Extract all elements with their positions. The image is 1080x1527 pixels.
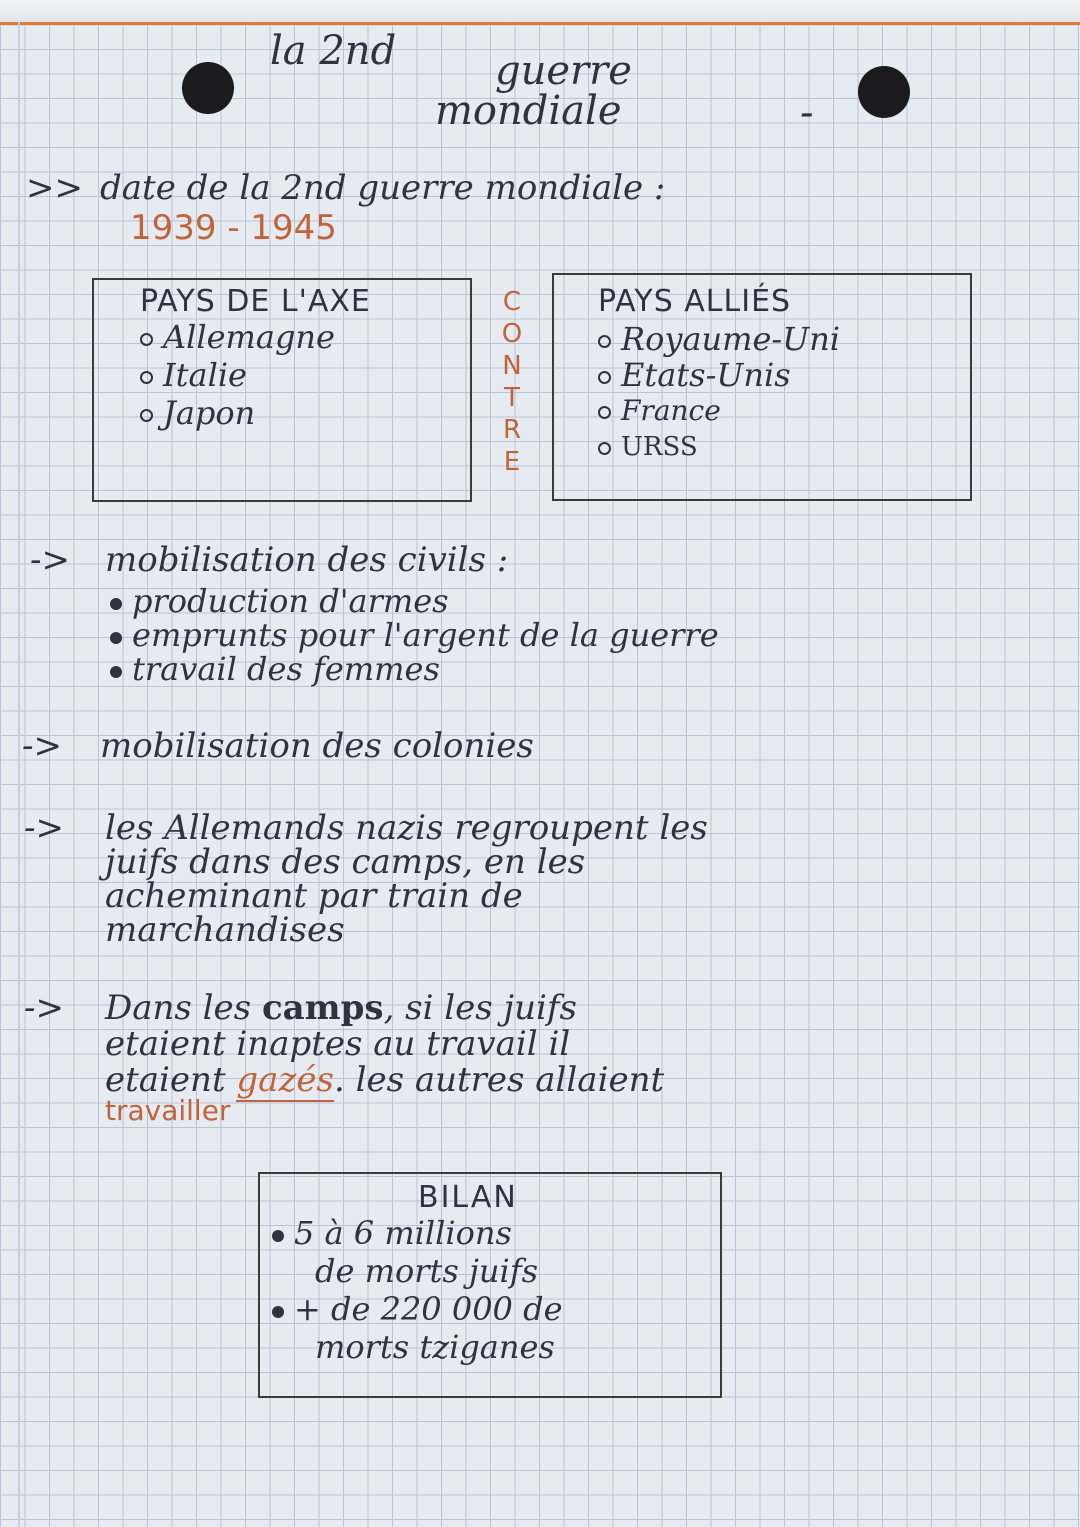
- punch-hole-right: [858, 66, 910, 118]
- title-dash: -: [800, 90, 814, 136]
- bilan-item-cont: morts tziganes: [315, 1328, 555, 1366]
- colonies-text: mobilisation des colonies: [100, 726, 534, 766]
- margin-line: [18, 22, 20, 1527]
- allies-item: URSS: [598, 432, 698, 462]
- nazis-line: marchandises: [105, 910, 345, 950]
- nazis-line: juifs dans des camps, en les: [105, 842, 586, 882]
- civils-label: mobilisation des civils :: [105, 540, 509, 580]
- page-top-edge: [0, 0, 1080, 25]
- bilan-item-cont: de morts juifs: [315, 1252, 538, 1290]
- bullet-icon: [110, 598, 122, 610]
- date-years: 1939 - 1945: [130, 208, 337, 248]
- axis-item: Italie: [140, 356, 247, 394]
- civils-item: travail des femmes: [110, 650, 440, 688]
- colonies-arrow: ->: [22, 726, 62, 766]
- contre-vertical-word: C O N T R E: [501, 287, 523, 477]
- bullet-icon: [140, 409, 153, 422]
- bullet-icon: [110, 632, 122, 644]
- allies-item: Etats-Unis: [598, 356, 791, 394]
- civils-item: emprunts pour l'argent de la guerre: [110, 616, 719, 654]
- camps-arrow: ->: [24, 988, 64, 1028]
- bullet-icon: [140, 333, 153, 346]
- civils-arrow: ->: [30, 540, 70, 580]
- bilan-item: + de 220 000 de: [272, 1290, 563, 1328]
- punch-hole-left: [182, 62, 234, 114]
- bullet-icon: [272, 1306, 284, 1318]
- bullet-icon: [598, 371, 611, 384]
- allies-item: France: [598, 394, 721, 427]
- bullet-icon: [110, 666, 122, 678]
- axis-title: PAYS DE L'AXE: [140, 284, 371, 319]
- bullet-icon: [598, 442, 611, 455]
- title-part1: la 2nd: [270, 28, 397, 74]
- title-part3: mondiale: [435, 88, 622, 134]
- bullet-icon: [598, 335, 611, 348]
- bilan-item: 5 à 6 millions: [272, 1214, 512, 1252]
- title-part2: guerre: [495, 48, 632, 94]
- nazis-line: acheminant par train de: [105, 876, 523, 916]
- bullet-icon: [272, 1230, 284, 1242]
- camps-line: Dans les camps, si les juifs: [105, 988, 577, 1028]
- nazis-arrow: ->: [24, 808, 64, 848]
- bullet-icon: [140, 371, 153, 384]
- camps-line: travailler: [105, 1094, 231, 1127]
- camps-line: etaient gazés. les autres allaient: [105, 1060, 665, 1100]
- bullet-icon: [598, 406, 611, 419]
- date-marker: >>: [26, 168, 83, 208]
- camps-line: etaient inaptes au travail il: [105, 1024, 571, 1064]
- allies-title: PAYS ALLIÉS: [598, 284, 792, 319]
- date-label: date de la 2nd guerre mondiale :: [100, 168, 666, 208]
- axis-item: Japon: [140, 394, 255, 432]
- bilan-title: BILAN: [418, 1180, 518, 1215]
- nazis-line: les Allemands nazis regroupent les: [105, 808, 708, 848]
- axis-item: Allemagne: [140, 318, 335, 356]
- civils-item: production d'armes: [110, 582, 449, 620]
- allies-item: Royaume-Uni: [598, 320, 840, 358]
